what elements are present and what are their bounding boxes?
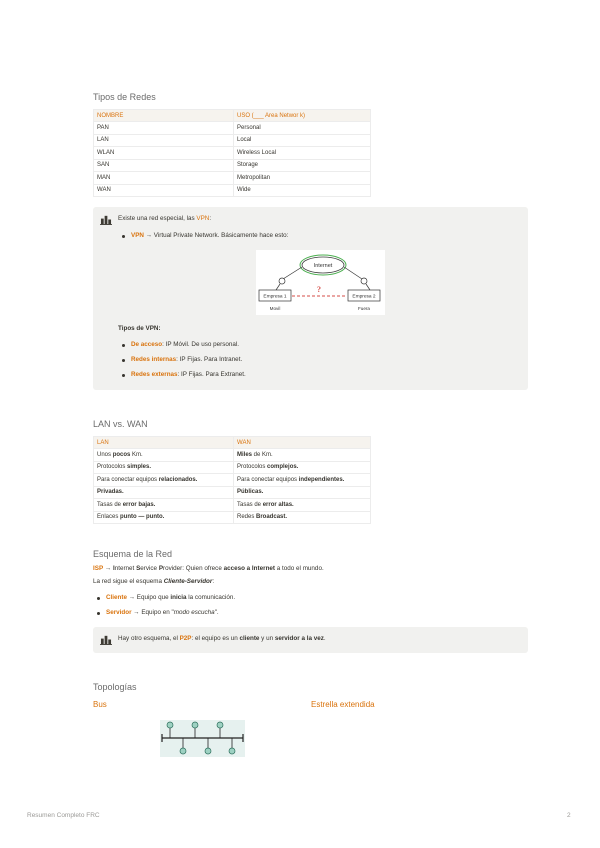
cell (94, 499, 234, 512)
cell-text: de Km. (252, 451, 273, 458)
router-icon (279, 278, 285, 284)
cell-bold: Broadcast. (256, 514, 288, 521)
node-icon (180, 748, 186, 754)
cell (234, 461, 371, 474)
bullet (97, 612, 100, 615)
p2p-end: . (323, 635, 326, 642)
cell (234, 499, 371, 512)
vpn-type-rest: : IP Móvil. De uso personal. (162, 341, 240, 348)
cell: Personal (234, 122, 371, 135)
table-row (94, 499, 371, 512)
column-header: WAN (234, 437, 371, 449)
page-number: 2 (567, 812, 571, 819)
vpn-intro-suffix: : (209, 215, 212, 222)
cell-bold: Privadas. (97, 489, 124, 496)
cell-text: Unos (97, 451, 113, 458)
vpn-bullet-term: VPN (131, 232, 144, 239)
p2p-callout (93, 627, 528, 653)
cell-text: Protocolos (237, 464, 268, 471)
vpn-intro-term: VPN (196, 215, 210, 222)
cell-bold: independientes. (298, 476, 345, 483)
cell-bold: simples. (127, 464, 152, 471)
cell-text: Km. (130, 451, 143, 458)
cell-bold: pocos (112, 451, 131, 458)
cell-bold: relacionados. (158, 476, 198, 483)
table-row (94, 449, 371, 462)
cell-bold: Públicas. (237, 489, 264, 496)
lanwan-table (93, 436, 371, 524)
bus-heading: Bus (93, 700, 107, 709)
cell: Wide (234, 184, 371, 197)
left-caption: Movil (269, 306, 281, 311)
vpn-question: ? (317, 285, 321, 294)
footer-title: Resumen Completo FRC (27, 812, 100, 819)
cell: LAN (94, 134, 234, 147)
node-icon (205, 748, 211, 754)
vpn-diagram (256, 250, 385, 315)
table-row (94, 184, 371, 197)
tipos-table (93, 109, 371, 197)
column-header: LAN (94, 437, 234, 449)
cell (234, 449, 371, 462)
vpn-type-item (131, 371, 246, 378)
p2p-y: y un (259, 635, 275, 642)
table-header-row (94, 437, 371, 449)
p2p-text (118, 635, 326, 642)
table-row (94, 159, 371, 172)
podium-icon (100, 634, 112, 645)
cell-bold: complejos. (267, 464, 299, 471)
esquema-line2 (93, 578, 214, 585)
cell: Storage (234, 159, 371, 172)
vpn-type-term: Redes externas (131, 371, 178, 378)
servidor-mid: → Equipo en " (131, 609, 174, 616)
cell-bold: punto — punto. (120, 514, 165, 521)
esquema-line2-end: : (212, 578, 215, 585)
vpn-type-item (131, 356, 242, 363)
cell-text: Para conectar equipos (97, 476, 159, 483)
bullet (122, 374, 125, 377)
vpn-intro-prefix: Existe una red especial, las (118, 215, 197, 222)
tipos-heading: Tipos de Redes (93, 92, 156, 102)
cell-text: Para conectar equipos (237, 476, 299, 483)
cell (94, 474, 234, 487)
vpn-intro (118, 215, 211, 222)
cell (234, 511, 371, 524)
lanwan-heading: LAN vs. WAN (93, 419, 148, 429)
isp-word: ervice (140, 565, 159, 572)
vpn-type-rest: : IP Fijas. Para Intranet. (176, 356, 243, 363)
isp-term: ISP (93, 565, 104, 572)
isp-word: nternet (114, 565, 137, 572)
p2p-term: P2P (179, 635, 192, 642)
table-row (94, 172, 371, 185)
table-row (94, 147, 371, 160)
node-icon (192, 722, 198, 728)
vpn-type-rest: : IP Fijas. Para Extranet. (177, 371, 246, 378)
cell-bold: error bajas. (122, 501, 156, 508)
cell-text: Tasas de (97, 501, 123, 508)
vpn-bullet (131, 232, 288, 239)
cliente-end: la comunicación. (186, 594, 236, 601)
cliente-bold: inicia (170, 594, 187, 601)
topologias-heading: Topologías (93, 682, 137, 692)
router-icon (361, 278, 367, 284)
cell: PAN (94, 122, 234, 135)
isp-letter: I (112, 565, 115, 572)
servidor-italic: modo escucha (173, 609, 215, 616)
left-box-label: Empresa 1 (263, 294, 287, 300)
vpn-callout (93, 207, 528, 390)
cell-bold: Miles (237, 451, 253, 458)
internet-label: Internet (313, 263, 333, 269)
table-row (94, 511, 371, 524)
podium-icon (100, 214, 112, 225)
vpn-bullet-rest: → Virtual Private Network. Básicamente hace esto: (143, 232, 289, 239)
vpn-types-title: Tipos de VPN: (118, 325, 161, 332)
bullet (97, 597, 100, 600)
cell: SAN (94, 159, 234, 172)
vpn-type-term: De acceso (131, 341, 163, 348)
p2p-servidor: servidor a la vez (274, 635, 324, 642)
cliente-term: Cliente (106, 594, 127, 601)
estrella-heading: Estrella extendida (311, 700, 375, 709)
vpn-type-item (131, 341, 239, 348)
cell: MAN (94, 172, 234, 185)
servidor-end: ". (214, 609, 219, 616)
cliente-item (106, 594, 235, 601)
column-header: NOMBRE (94, 110, 234, 122)
esquema-heading: Esquema de la Red (93, 549, 173, 559)
cell (94, 449, 234, 462)
table-row (94, 122, 371, 135)
cell: WAN (94, 184, 234, 197)
cliente-mid: → Equipo que (127, 594, 171, 601)
right-caption: Fuera (357, 306, 371, 311)
column-header: USO (___ Area Networ k) (234, 110, 371, 122)
bullet (122, 344, 125, 347)
bullet (122, 359, 125, 362)
isp-arrow: → (103, 565, 113, 572)
cell-text: Enlaces (97, 514, 121, 521)
cell: Wireless Local (234, 147, 371, 160)
table-row (94, 134, 371, 147)
esquema-line2-bold: Cliente-Servidor (163, 578, 213, 585)
cell (234, 474, 371, 487)
right-box-label: Empresa 2 (352, 294, 376, 300)
servidor-item (106, 609, 219, 616)
cell (94, 486, 234, 499)
isp-line (93, 565, 324, 572)
cell-bold: error altas. (262, 501, 294, 508)
cell: Metropolitan (234, 172, 371, 185)
cell-text: Tasas de (237, 501, 263, 508)
isp-end: a todo el mundo. (275, 565, 324, 572)
cell (234, 486, 371, 499)
isp-letter: P (158, 565, 164, 572)
table-row (94, 461, 371, 474)
vpn-type-term: Redes internas (131, 356, 177, 363)
cell: Local (234, 134, 371, 147)
cell (94, 511, 234, 524)
cell: WLAN (94, 147, 234, 160)
p2p-prefix: Hay otro esquema, el (118, 635, 180, 642)
esquema-line2-prefix: La red sigue el esquema (93, 578, 164, 585)
bus-topology-diagram (160, 720, 245, 757)
servidor-term: Servidor (106, 609, 132, 616)
isp-word: rovider: Quien ofrece (163, 565, 224, 572)
cell-text: Redes (237, 514, 257, 521)
table-row (94, 486, 371, 499)
node-icon (167, 722, 173, 728)
p2p-cliente: cliente (239, 635, 260, 642)
node-icon (217, 722, 223, 728)
node-icon (229, 748, 235, 754)
table-header-row (94, 110, 371, 122)
p2p-mid: : el equipo es un (191, 635, 240, 642)
cell (94, 461, 234, 474)
bullet (122, 235, 125, 238)
isp-bold: acceso a Internet (223, 565, 276, 572)
isp-letter: S (136, 565, 141, 572)
table-row (94, 474, 371, 487)
cell-text: Protocolos (97, 464, 128, 471)
